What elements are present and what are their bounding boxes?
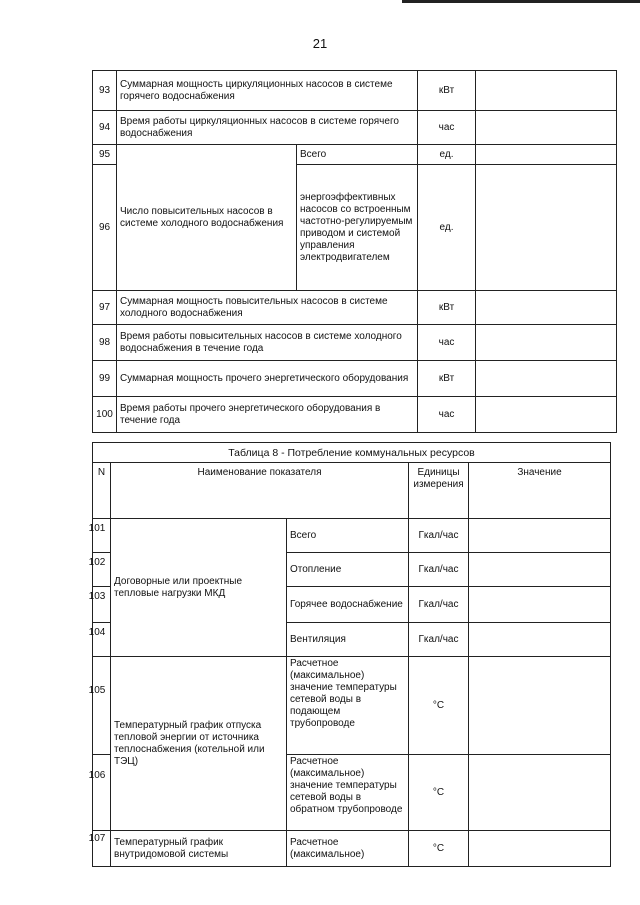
row-number: 98 <box>93 325 117 361</box>
row-unit: кВт <box>418 291 476 325</box>
row-unit: Гкал/час <box>409 519 469 553</box>
row-value <box>476 71 617 111</box>
row-number-cell <box>93 755 111 831</box>
row-number: 105 <box>88 685 106 696</box>
table-row <box>93 519 611 553</box>
row-value <box>476 145 617 165</box>
row-unit: кВт <box>418 361 476 397</box>
row-value <box>469 755 611 831</box>
row-sub: Расчетное (максимальное) значение температуры сетевой воды в подающем трубопроводе <box>287 657 409 755</box>
table-header-row <box>93 463 611 519</box>
row-sub: Всего <box>287 519 409 553</box>
row-sub: Всего <box>297 145 418 165</box>
row-sub: Отопление <box>287 553 409 587</box>
row-value <box>469 553 611 587</box>
header-value: Значение <box>469 463 611 519</box>
row-value <box>476 397 617 433</box>
row-value <box>469 657 611 755</box>
table-caption-row <box>93 443 611 463</box>
row-sub: Расчетное (максимальное) <box>287 831 409 867</box>
row-number: 94 <box>93 111 117 145</box>
row-number: 104 <box>88 627 106 638</box>
group-name: Температурный график отпуска тепловой энергии от источника теплоснабжения (котельной или ТЭЦ) <box>111 657 287 831</box>
row-unit: ед. <box>418 145 476 165</box>
row-unit: Гкал/час <box>409 553 469 587</box>
row-name: Время работы прочего энергетического оборудования в течение года <box>117 397 418 433</box>
row-sub: энергоэффективных насосов со встроенным частотно-регулируемым приводом и системой управления электродвигателем <box>297 165 418 291</box>
header-name: Наименование показателя <box>111 463 409 519</box>
row-number: 100 <box>93 397 117 433</box>
row-unit: °С <box>409 831 469 867</box>
table-row <box>93 291 617 325</box>
row-name: Суммарная мощность циркуляционных насосов в системе горячего водоснабжения <box>117 71 418 111</box>
header-unit: Единицы измерения <box>409 463 469 519</box>
row-name: Число повысительных насосов в системе холодного водоснабжения <box>117 145 297 291</box>
row-unit: час <box>418 111 476 145</box>
row-unit: °С <box>409 755 469 831</box>
row-sub: Горячее водоснабжение <box>287 587 409 623</box>
row-value <box>469 831 611 867</box>
top-edge-line <box>402 0 640 3</box>
group-name: Договорные или проектные тепловые нагрузки МКД <box>111 519 287 657</box>
row-unit: Гкал/час <box>409 623 469 657</box>
group-name: Температурный график внутридомовой системы <box>111 831 287 867</box>
row-value <box>476 111 617 145</box>
row-unit: кВт <box>418 71 476 111</box>
table-row <box>93 831 611 867</box>
row-unit: °С <box>409 657 469 755</box>
table-row <box>93 145 617 165</box>
row-value <box>476 165 617 291</box>
row-value <box>469 623 611 657</box>
table-row <box>93 325 617 361</box>
row-value <box>476 291 617 325</box>
table-caption: Таблица 8 - Потребление коммунальных ресурсов <box>93 443 611 463</box>
row-unit: час <box>418 397 476 433</box>
row-name: Время работы циркуляционных насосов в системе горячего водоснабжения <box>117 111 418 145</box>
page-number: 21 <box>312 36 328 51</box>
row-unit: час <box>418 325 476 361</box>
row-number: 93 <box>93 71 117 111</box>
table-row <box>93 397 617 433</box>
row-number: 97 <box>93 291 117 325</box>
row-number: 99 <box>93 361 117 397</box>
row-number: 95 <box>93 145 117 165</box>
row-value <box>469 587 611 623</box>
table-row <box>93 71 617 111</box>
row-number: 103 <box>88 591 106 602</box>
row-unit: ед. <box>418 165 476 291</box>
row-name: Суммарная мощность повысительных насосов в системе холодного водоснабжения <box>117 291 418 325</box>
table-8 <box>92 442 611 867</box>
table-row <box>93 657 611 755</box>
table-7-continuation <box>92 70 617 433</box>
row-sub: Расчетное (максимальное) значение температуры сетевой воды в обратном трубопроводе <box>287 755 409 831</box>
row-number: 102 <box>88 557 106 568</box>
row-sub: Вентиляция <box>287 623 409 657</box>
header-num: N <box>93 463 111 519</box>
row-value <box>476 361 617 397</box>
row-number-cell <box>93 657 111 755</box>
row-number: 106 <box>88 770 106 781</box>
row-number: 107 <box>88 833 106 844</box>
row-value <box>469 519 611 553</box>
row-unit: Гкал/час <box>409 587 469 623</box>
row-number: 96 <box>93 165 117 291</box>
table-row <box>93 111 617 145</box>
row-number: 101 <box>88 523 106 534</box>
row-value <box>476 325 617 361</box>
table-row <box>93 361 617 397</box>
row-name: Время работы повысительных насосов в системе холодного водоснабжения в течение года <box>117 325 418 361</box>
row-name: Суммарная мощность прочего энергетического оборудования <box>117 361 418 397</box>
